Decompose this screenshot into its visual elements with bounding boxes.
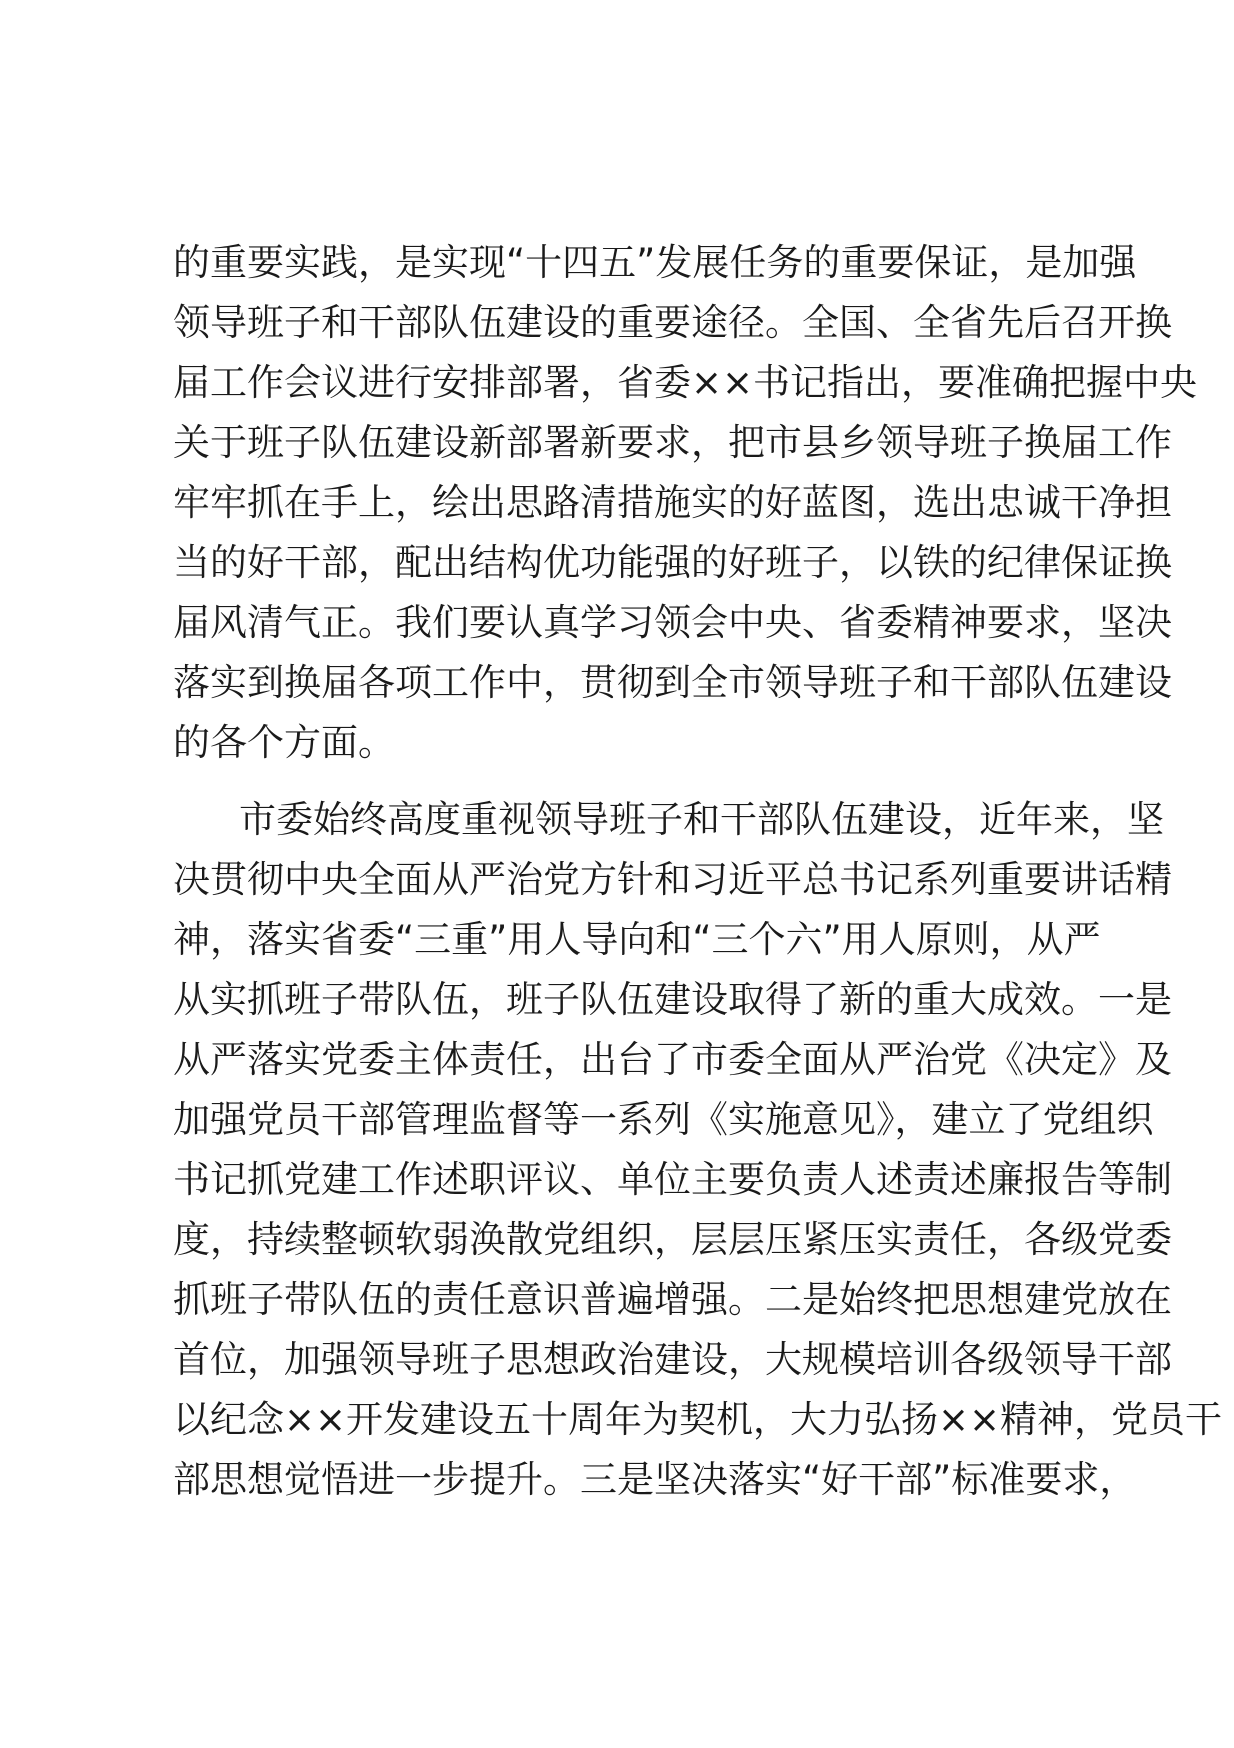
text-line: 关于班子队伍建设新部署新要求，把市县乡领导班子换届工作 (173, 421, 1172, 464)
text-line: 书记抓党建工作述职评议、单位主要负责人述责述廉报告等制 (173, 1158, 1172, 1201)
text-line: 从严落实党委主体责任，出台了市委全面从严治党《决定》及 (173, 1038, 1172, 1081)
text-line: 以纪念××开发建设五十周年为契机，大力弘扬××精神，党员干 (173, 1398, 1223, 1441)
text-line: 的各个方面。 (173, 721, 395, 764)
text-line: 领导班子和干部队伍建设的重要途径。全国、全省先后召开换 (173, 301, 1172, 344)
paragraph-2 (173, 790, 1223, 1510)
text-line: 从实抓班子带队伍，班子队伍建设取得了新的重大成效。一是 (173, 978, 1172, 1021)
text-line: 度，持续整顿软弱涣散党组织，层层压紧压实责任，各级党委 (173, 1218, 1172, 1261)
paragraph-spacer (173, 773, 1093, 790)
text-line: 神，落实省委“三重”用人导向和“三个六”用人原则，从严 (173, 918, 1101, 961)
text-line: 抓班子带队伍的责任意识普遍增强。二是始终把思想建党放在 (173, 1278, 1172, 1321)
text-line: 的重要实践，是实现“十四五”发展任务的重要保证，是加强 (173, 241, 1137, 284)
text-line: 加强党员干部管理监督等一系列《实施意见》，建立了党组织 (173, 1098, 1154, 1141)
body-text (173, 233, 1223, 1510)
paragraph-1 (173, 233, 1198, 773)
text-line: 牢牢抓在手上，绘出思路清措施实的好蓝图，选出忠诚干净担 (173, 481, 1172, 524)
text-line: 部思想觉悟进一步提升。三是坚决落实“好干部”标准要求， (173, 1458, 1137, 1501)
text-line: 决贯彻中央全面从严治党方针和习近平总书记系列重要讲话精 (173, 858, 1172, 901)
text-line: 市委始终高度重视领导班子和干部队伍建设，近年来，坚 (239, 798, 1164, 841)
text-line: 落实到换届各项工作中，贯彻到全市领导班子和干部队伍建设 (173, 661, 1172, 704)
text-line: 届风清气正。我们要认真学习领会中央、省委精神要求，坚决 (173, 601, 1172, 644)
text-line: 当的好干部，配出结构优功能强的好班子，以铁的纪律保证换 (173, 541, 1172, 584)
text-line: 届工作会议进行安排部署，省委××书记指出，要准确把握中央 (173, 361, 1198, 404)
text-line: 首位，加强领导班子思想政治建设，大规模培训各级领导干部 (173, 1338, 1172, 1381)
